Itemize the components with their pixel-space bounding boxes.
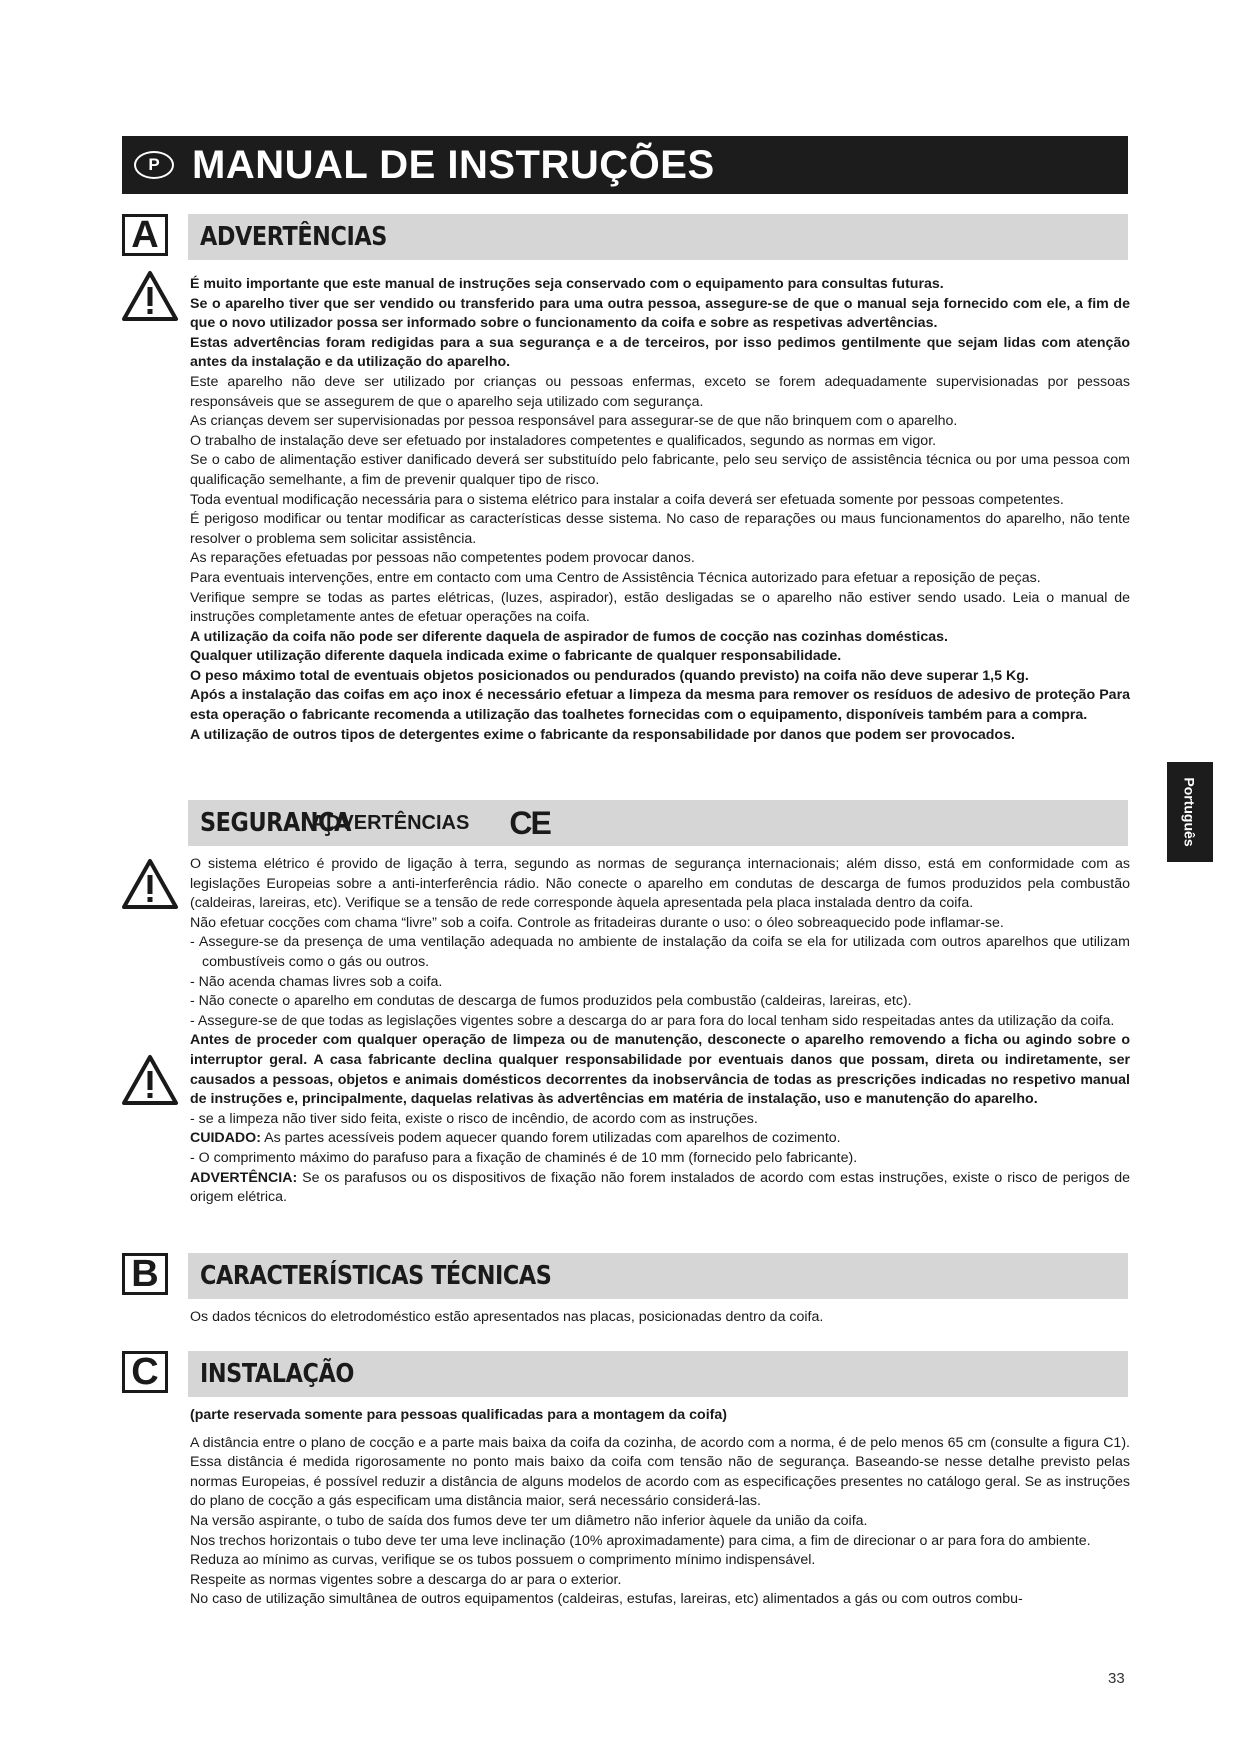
list-item: - Não conecte o aparelho em condutas de descarga de fumos produzidos pela combustão (caldeiras, lareiras, etc). xyxy=(190,993,912,1010)
cuidado-text: As partes acessíveis podem aquecer quando forem utilizadas com aparelhos de cozimento. xyxy=(264,1130,841,1147)
paragraph: Qualquer utilização diferente daquela indicada exime o fabricante de qualquer responsabilidade. xyxy=(190,648,842,665)
paragraph: - se a limpeza não tiver sido feita, existe o risco de incêndio, de acordo com as instruções. xyxy=(190,1110,758,1127)
advertencia-label: ADVERTÊNCIA: xyxy=(190,1169,298,1186)
list-item: - Assegure-se de que todas as legislações vigentes sobre a descarga do ar para fora do local tenham sido respeitadas antes da utilização da coifa. xyxy=(190,1012,1115,1029)
safety-text xyxy=(190,855,1130,1208)
portuguese-badge: P xyxy=(134,151,174,179)
page-title: MANUAL DE INSTRUÇÕES xyxy=(192,142,715,187)
warning-triangle-icon xyxy=(122,858,178,910)
warning-triangle-icon xyxy=(122,270,178,322)
paragraph: Respeite as normas vigentes sobre a descarga do ar para o exterior. xyxy=(190,1571,622,1588)
safety-subtitle: ADVERTÊNCIAS xyxy=(311,811,470,834)
paragraph: As crianças devem ser supervisionadas por pessoa responsável para assegurar-se de que não brinquem com o aparelho. xyxy=(190,413,958,430)
section-b-title: CARACTERÍSTICAS TÉCNICAS xyxy=(200,1261,552,1291)
safety-title: SEGURANÇA xyxy=(200,808,351,838)
paragraph: O trabalho de instalação deve ser efetuado por instaladores competentes e qualificados, segundo as normas em vigor. xyxy=(190,432,937,449)
paragraph: Toda eventual modificação necessária para o sistema elétrico para instalar a coifa deverá ser efetuada somente por pessoas competentes. xyxy=(190,491,1064,508)
paragraph: Reduza ao mínimo as curvas, verifique se os tubos possuem o comprimento mínimo indispensável. xyxy=(190,1552,816,1569)
advertencia-text: Se os parafusos ou os dispositivos de fixação não forem instalados de acordo com estas instruções, existe o risco de perigos de origem elétrica. xyxy=(190,1169,1130,1206)
list-item: - Não acenda chamas livres sob a coifa. xyxy=(190,973,443,990)
paragraph: Não efetuar cocções com chama “livre” sob a coifa. Controle as fritadeiras durante o uso: o óleo sobreaquecido pode inflamar-se. xyxy=(190,914,1004,931)
paragraph: A utilização da coifa não pode ser diferente daquela de aspirador de fumos de cocção nas cozinhas domésticas. xyxy=(190,628,948,645)
language-label: Português xyxy=(1182,777,1199,847)
paragraph: Antes de proceder com qualquer operação de limpeza ou de manutenção, desconecte o aparelho removendo a ficha ou agindo sobre o interruptor geral. A casa fabricante declina qualquer responsabilidade por eventuais danos que possam, direta ou indiretamente, ser causados a pessoas, objetos e animais domésticos decorrentes da inobservância de todas as prescrições indicadas no respetivo manual de instruções e, principalmente, daquelas relativas às advertências em matéria de instalação, uso e manutenção do aparelho. xyxy=(190,1032,1130,1108)
paragraph: Verifique sempre se todas as partes elétricas, (luzes, aspirador), estão desligadas se o aparelho não estiver sendo usado. Leia o manual de instruções completamente antes de efetuar operações na coifa. xyxy=(190,589,1130,626)
paragraph: Na versão aspirante, o tubo de saída dos fumos deve ter um diâmetro não inferior àquele da união da coifa. xyxy=(190,1512,868,1529)
paragraph: Se o cabo de alimentação estiver danificado deverá ser substituído pelo fabricante, pelo seu serviço de assistência técnica ou por uma pessoa com qualificação semelhante, a fim de prevenir qualquer tipo de risco. xyxy=(190,452,1130,488)
paragraph: A utilização de outros tipos de detergentes exime o fabricante da responsabilidade por danos que podem ser provocados. xyxy=(190,726,1015,743)
paragraph: O peso máximo total de eventuais objetos posicionados ou pendurados (quando previsto) na coifa não deve superar 1,5 Kg. xyxy=(190,667,1029,684)
section-letter-a: A xyxy=(122,214,168,256)
section-letter-c: C xyxy=(122,1351,168,1393)
section-c-text xyxy=(190,1406,1130,1610)
paragraph: Nos trechos horizontais o tubo deve ter uma leve inclinação (10% aproximadamente) para cima, a fim de direcionar o ar para fora do ambiente. xyxy=(190,1532,1091,1549)
paragraph: O sistema elétrico é provido de ligação à terra, segundo as normas de segurança internacionais; além disso, está em conformidade com as legislações Europeias sobre a anti-interferência rádio. Não conecte o aparelho em condutas de descarga de fumos produzidos pela combustão (caldeiras, lareiras, etc). Verifique se a tensão de rede corresponde àquela apresentada pela placa instalada dentro da coifa. xyxy=(190,856,1130,912)
section-b-header xyxy=(188,1253,1128,1299)
paragraph xyxy=(190,1169,1130,1208)
paragraph xyxy=(190,1129,1130,1149)
paragraph: É perigoso modificar ou tentar modificar as características desse sistema. No caso de reparações ou maus funcionamentos do aparelho, não tente resolver o problema sem solicitar assistência. xyxy=(190,511,1130,547)
section-c-subtitle: (parte reservada somente para pessoas qualificadas para a montagem da coifa) xyxy=(190,1407,727,1423)
ce-mark: CE xyxy=(509,804,550,841)
paragraph: Estas advertências foram redigidas para a sua segurança e a de terceiros, por isso pedimos gentilmente que sejam lidas com atenção antes da instalação e da utilização do aparelho. xyxy=(190,334,1130,371)
safety-section-header xyxy=(188,800,1128,846)
paragraph: A distância entre o plano de cocção e a parte mais baixa da coifa da cozinha, de acordo com a norma, é de pelo menos 65 cm (consulte a figura C1). Essa distância é medida rigorosamente no ponto mais baixo da coifa com tensão não de segurança. Baseando-se nesse detalhe previsto pelas normas Europeias, é possível reduzir a distância de alguns modelos de acordo com as especificações presentes no catálogo geral. Se as instruções do plano de cocção a gás especificam uma distância maior, será necessário considerá-las. xyxy=(190,1434,1130,1510)
section-b-text xyxy=(190,1308,1130,1328)
paragraph: No caso de utilização simultânea de outros equipamentos (caldeiras, estufas, lareiras, etc) alimentados a gás ou com outros combu- xyxy=(190,1591,1023,1608)
language-side-tab xyxy=(1167,762,1213,862)
paragraph: - O comprimento máximo do parafuso para a fixação de chaminés é de 10 mm (fornecido pelo fabricante). xyxy=(190,1149,858,1166)
cuidado-label: CUIDADO: xyxy=(190,1130,261,1147)
section-a-header xyxy=(188,214,1128,260)
section-c-title: INSTALAÇÃO xyxy=(200,1359,354,1389)
paragraph: É muito importante que este manual de instruções seja conservado com o equipamento para consultas futuras. xyxy=(190,276,944,292)
manual-title-bar xyxy=(122,136,1128,194)
paragraph: Após a instalação das coifas em aço inox é necessário efetuar a limpeza da mesma para remover os resíduos de adesivo de proteção Para esta operação o fabricante recomenda a utilização das toalhetes fornecidas com o equipamento, disponíveis também para a compra. xyxy=(190,687,1130,724)
section-c-header xyxy=(188,1351,1128,1397)
paragraph: Se o aparelho tiver que ser vendido ou transferido para uma outra pessoa, assegure-se de que o manual seja fornecido com ele, a fim de que o novo utilizador possa ser informado sobre o funcionamento da coifa e sobre as respetivas advertências. xyxy=(190,295,1130,332)
warning-triangle-icon xyxy=(122,1054,178,1106)
section-a-title: ADVERTÊNCIAS xyxy=(200,222,387,252)
list-item: - Assegure-se da presença de uma ventilação adequada no ambiente de instalação da coifa se ela for utilizada com outros aparelhos que utilizam combustíveis como o gás ou outros. xyxy=(190,934,1130,970)
paragraph: Os dados técnicos do eletrodoméstico estão apresentados nas placas, posicionadas dentro da coifa. xyxy=(190,1309,824,1325)
page-number: 33 xyxy=(1108,1670,1125,1687)
paragraph: As reparações efetuadas por pessoas não competentes podem provocar danos. xyxy=(190,550,695,567)
section-letter-b: B xyxy=(122,1253,168,1295)
section-a-text xyxy=(190,275,1130,745)
paragraph: Este aparelho não deve ser utilizado por crianças ou pessoas enfermas, exceto se forem adequadamente supervisionadas por pessoas responsáveis que se assegurem de que o aparelho seja utilizado com segurança. xyxy=(190,373,1130,410)
paragraph: Para eventuais intervenções, entre em contacto com uma Centro de Assistência Técnica autorizado para efetuar a reposição de peças. xyxy=(190,569,1041,586)
